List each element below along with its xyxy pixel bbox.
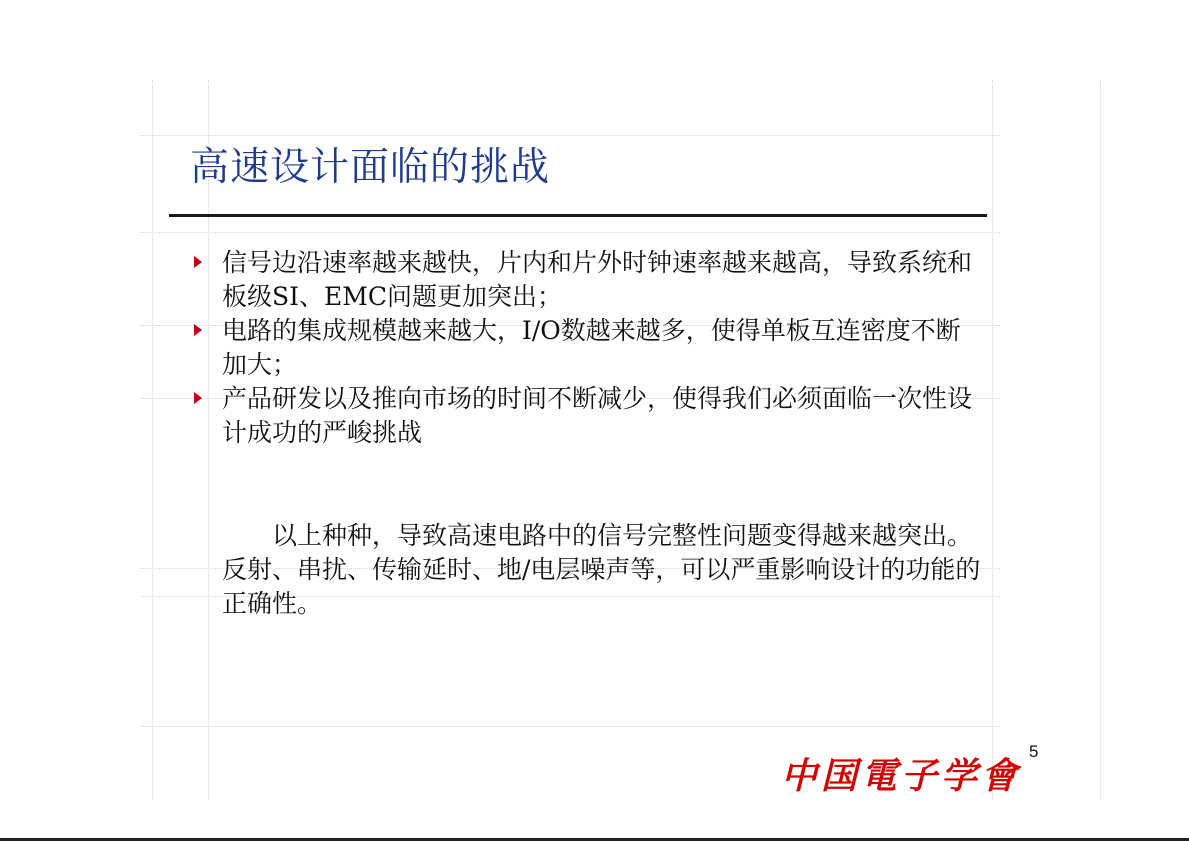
guide-line [140, 232, 1000, 233]
guide-line [992, 80, 993, 800]
guide-line [140, 726, 1000, 727]
guide-line [152, 80, 153, 800]
bullet-text: 信号边沿速率越来越快，片内和片外时钟速率越来越高，导致系统和板级SI、EMC问题更加突出； [222, 248, 973, 311]
guide-line [140, 135, 1000, 136]
bullet-item [192, 314, 982, 382]
triangle-bullet-icon [194, 392, 202, 404]
triangle-bullet-icon [194, 324, 202, 336]
bullet-list [192, 246, 982, 450]
page-number: 5 [1029, 742, 1039, 761]
bullet-text: 产品研发以及推向市场的时间不断减少，使得我们必须面临一次性设计成功的严峻挑战 [222, 384, 973, 447]
bullet-item [192, 382, 982, 450]
organization-logo: 中国電子学會 [781, 755, 1022, 797]
bullet-item [192, 246, 982, 314]
triangle-bullet-icon [194, 256, 202, 268]
title-divider [169, 214, 987, 217]
summary-paragraph: 以上种种，导致高速电路中的信号完整性问题变得越来越突出。反射、串扰、传输延时、地/电层噪声等，可以严重影响设计的功能的正确性。 [222, 521, 981, 618]
guide-line [1100, 80, 1101, 800]
bullet-text: 电路的集成规模越来越大，I/O数越来越多，使得单板互连密度不断加大； [222, 316, 961, 379]
slide-title: 高速设计面临的挑战 [190, 145, 551, 190]
